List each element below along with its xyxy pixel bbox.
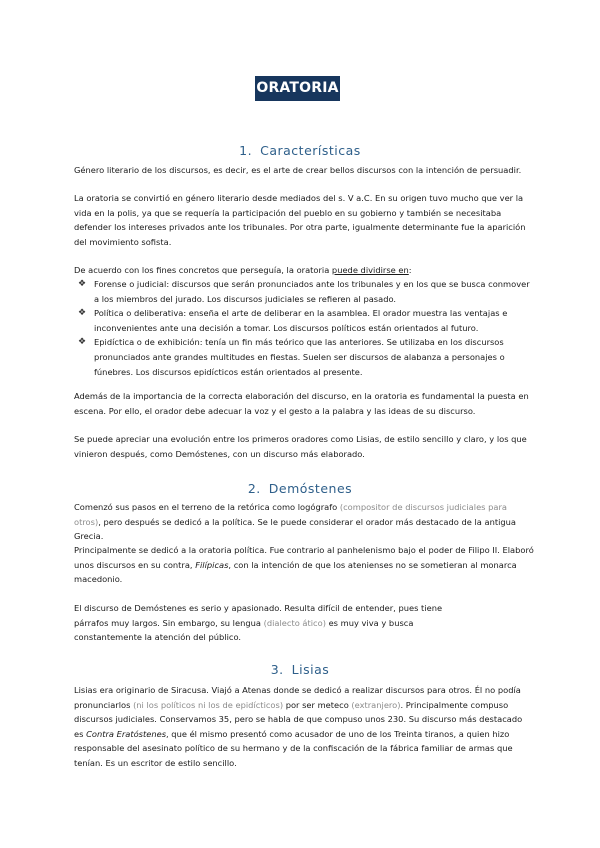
bullet-list xyxy=(74,277,534,379)
list-item-text: Epidíctica o de exhibición: tenía un fin más teórico que las anteriores. Se utilizaba en los discursos pronunciados ante grandes multitudes en fiestas. Suelen ser discursos de alabanza a personajes o fúnebres. Los discursos epidícticos están orientados al presente. xyxy=(94,337,505,377)
text-run: De acuerdo con los fines concretos que perseguía, la oratoria xyxy=(74,265,332,275)
underlined-text: puede dividirse en xyxy=(331,265,409,275)
diamond-bullet-icon: ❖ xyxy=(78,308,87,319)
text-run: Principalmente se dedicó a la oratoria política. Fue contrario al panhelenismo bajo el poder de Filipo II. Elaboró unos discursos en su contra, xyxy=(74,545,534,570)
paragraph xyxy=(74,263,534,278)
list-item-text: Política o deliberativa: enseña el arte de deliberar en la asamblea. El orador muestra las ventajas e inconvenientes ante una decisión a tomar. Los discursos políticos están orientados al futuro. xyxy=(94,308,508,333)
paragraph xyxy=(74,543,534,587)
section-heading-3 xyxy=(0,662,600,677)
section-title: Lisias xyxy=(291,662,330,677)
text-run: Lisias era originario de Siracusa. Viajó a Atenas donde se dedicó a realizar discursos para otros. Él no podía pronunciarlos xyxy=(74,685,521,710)
paragraph xyxy=(74,500,534,544)
text-run: . Principalmente compuso discursos judiciales. Conservamos 35, pero se habla de que compuso unos 230. Su discurso más destacado es xyxy=(74,699,523,739)
list-item xyxy=(74,335,534,379)
section-number: 3. xyxy=(270,662,284,677)
gray-note: (ni los políticos ni los de epidícticos) xyxy=(133,699,284,710)
paragraph: La oratoria se convirtió en género literario desde mediados del s. V a.C. En su origen tuvo mucho que ver la vida en la polis, ya que se requería la participación del pueblo en su gobierno y también se necesitaba defender los intereses privados ante los tribunales. Por otra parte, igualmente determinante fue la aparición del movimiento sofista. xyxy=(74,193,526,247)
text-run: Comenzó sus pasos en el terreno de la retórica como logógrafo xyxy=(74,502,340,512)
section-title: Características xyxy=(260,143,361,158)
text-run: El discurso de Demóstenes es serio y apasionado. Resulta difícil de entender, pues tiene párrafos muy largos. Sin embargo, su lengua xyxy=(74,603,443,628)
paragraph xyxy=(74,601,474,645)
text-run: es muy viva y busca constantemente la atención del público. xyxy=(74,617,414,643)
diamond-bullet-icon: ❖ xyxy=(78,337,87,348)
italic-title: Filípicas xyxy=(195,559,229,570)
paragraph: Se puede apreciar una evolución entre los primeros oradores como Lisias, de estilo sencillo y claro, y los que vinieron después, como Demóstenes, con un discurso más elaborado. xyxy=(74,434,527,459)
section-title: Demóstenes xyxy=(268,481,353,496)
paragraph: Género literario de los discursos, es decir, es el arte de crear bellos discursos con la intención de persuadir. xyxy=(74,165,522,175)
gray-note: (compositor de discursos judiciales para otros) xyxy=(74,502,507,527)
section-heading-1 xyxy=(0,143,600,158)
text-run: , con la intención de que los atenienses no se sometieran al monarca macedonio. xyxy=(74,559,517,585)
gray-note: (extranjero) xyxy=(351,699,401,710)
section-number: 1. xyxy=(239,143,253,158)
document-title: ORATORIA xyxy=(255,76,340,101)
paragraph: Además de la importancia de la correcta elaboración del discurso, en la oratoria es fundamental la puesta en escena. Por ello, el orador debe adecuar la voz y el gesto a la palabra y las ideas de su discurso. xyxy=(74,391,529,416)
diamond-bullet-icon: ❖ xyxy=(78,279,87,289)
list-item-text: Forense o judicial: discursos que serán pronunciados ante los tribunales y en los que se busca conmover a los miembros del jurado. Los discursos judiciales se refieren al pasado. xyxy=(94,279,530,304)
list-item xyxy=(74,306,534,335)
section-number: 2. xyxy=(247,481,261,496)
gray-note: (dialecto ático) xyxy=(263,617,326,628)
text-run: , pero después se dedicó a la política. Se le puede considerar el orador más destacado de la antigua Grecia. xyxy=(74,516,517,542)
paragraph xyxy=(74,683,534,771)
text-run: , que él mismo presentó como acusador de uno de los Treinta tiranos, a quien hizo responsable del asesinato político de su hermano y de la confiscación de la fábrica familiar de armas que tenían. Es un escritor de estilo sencillo. xyxy=(74,728,513,768)
section-heading-2 xyxy=(0,481,600,496)
italic-title: Contra Eratóstenes xyxy=(86,728,167,739)
list-item xyxy=(74,277,534,306)
text-run: : xyxy=(408,265,412,275)
text-run: por ser meteco xyxy=(283,699,352,710)
